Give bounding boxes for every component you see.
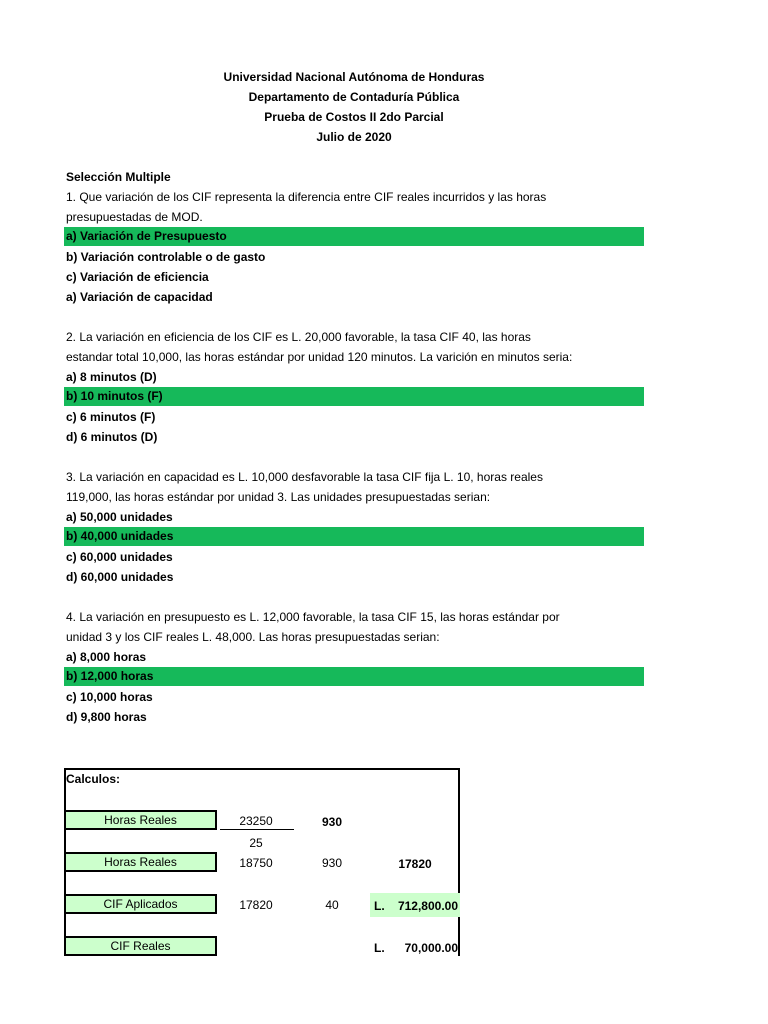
department-title: Departamento de Contaduría Pública bbox=[248, 90, 460, 104]
question-1-option-d: a) Variación de capacidad bbox=[66, 290, 213, 304]
row2-value-b: 930 bbox=[321, 856, 343, 870]
question-3-option-d: d) 60,000 unidades bbox=[66, 570, 174, 584]
question-1-option-b: b) Variación controlable o de gasto bbox=[66, 250, 266, 264]
question-3-option-a: a) 50,000 unidades bbox=[66, 510, 173, 524]
question-3-option-b-correct: b) 40,000 unidades bbox=[64, 527, 644, 546]
row3-total: 712,800.00 bbox=[397, 899, 458, 913]
question-1-text-cont: presupuestadas de MOD. bbox=[66, 210, 203, 224]
section-title: Selección Multiple bbox=[66, 170, 171, 184]
question-4-option-c: c) 10,000 horas bbox=[66, 690, 153, 704]
question-4-option-b-correct: b) 12,000 horas bbox=[64, 667, 644, 686]
division-line bbox=[220, 829, 294, 830]
row3-value-a: 17820 bbox=[239, 898, 273, 912]
row3-value-b: 40 bbox=[325, 898, 339, 912]
question-3-text: 3. La variación en capacidad es L. 10,000 desfavorable la tasa CIF fija L. 10, horas reales bbox=[66, 470, 543, 484]
question-1-text: 1. Que variación de los CIF representa la diferencia entre CIF reales incurridos y las horas bbox=[66, 190, 547, 204]
question-1-option-c: c) Variación de eficiencia bbox=[66, 270, 209, 284]
label-horas-reales-1: Horas Reales bbox=[64, 810, 217, 830]
question-3-text-cont: 119,000, las horas estándar por unidad 3. Las unidades presupuestadas serian: bbox=[66, 490, 491, 504]
question-2-text-cont: estandar total 10,000, las horas estándar por unidad 120 minutos. La varición en minutos seria: bbox=[66, 350, 573, 364]
question-2-text: 2. La variación en eficiencia de los CIF es L. 20,000 favorable, la tasa CIF 40, las horas bbox=[66, 330, 531, 344]
question-4-text-cont: unidad 3 y los CIF reales L. 48,000. Las horas presupuestadas serian: bbox=[66, 630, 440, 644]
row2-value-c: 17820 bbox=[398, 857, 432, 871]
row4-total: 70,000.00 bbox=[404, 941, 458, 955]
calculations-title: Calculos: bbox=[66, 772, 121, 786]
question-3-option-c: c) 60,000 unidades bbox=[66, 550, 173, 564]
row1-value-a: 23250 bbox=[239, 814, 273, 828]
question-1-option-a-correct: a) Variación de Presupuesto bbox=[64, 227, 644, 246]
exam-title: Prueba de Costos II 2do Parcial bbox=[264, 110, 444, 124]
row1-value-b: 930 bbox=[321, 815, 343, 829]
label-cif-reales: CIF Reales bbox=[64, 936, 217, 956]
question-4-text: 4. La variación en presupuesto es L. 12,000 favorable, la tasa CIF 15, las horas estándar por bbox=[66, 610, 560, 624]
row4-currency: L. bbox=[374, 941, 385, 955]
row3-currency: L. bbox=[374, 899, 385, 913]
row2-value-a: 18750 bbox=[239, 856, 273, 870]
question-2-option-c: c) 6 minutos (F) bbox=[66, 410, 156, 424]
question-2-option-b-correct: b) 10 minutos (F) bbox=[64, 387, 644, 406]
question-4-option-d: d) 9,800 horas bbox=[66, 710, 147, 724]
row1-divisor: 25 bbox=[249, 836, 263, 850]
university-title: Universidad Nacional Autónoma de Honduras bbox=[223, 70, 485, 84]
exam-date: Julio de 2020 bbox=[316, 130, 392, 144]
question-2-option-d: d) 6 minutos (D) bbox=[66, 430, 158, 444]
question-2-option-a: a) 8 minutos (D) bbox=[66, 370, 157, 384]
label-horas-reales-2: Horas Reales bbox=[64, 852, 217, 872]
label-cif-aplicados: CIF Aplicados bbox=[64, 894, 217, 914]
question-4-option-a: a) 8,000 horas bbox=[66, 650, 147, 664]
